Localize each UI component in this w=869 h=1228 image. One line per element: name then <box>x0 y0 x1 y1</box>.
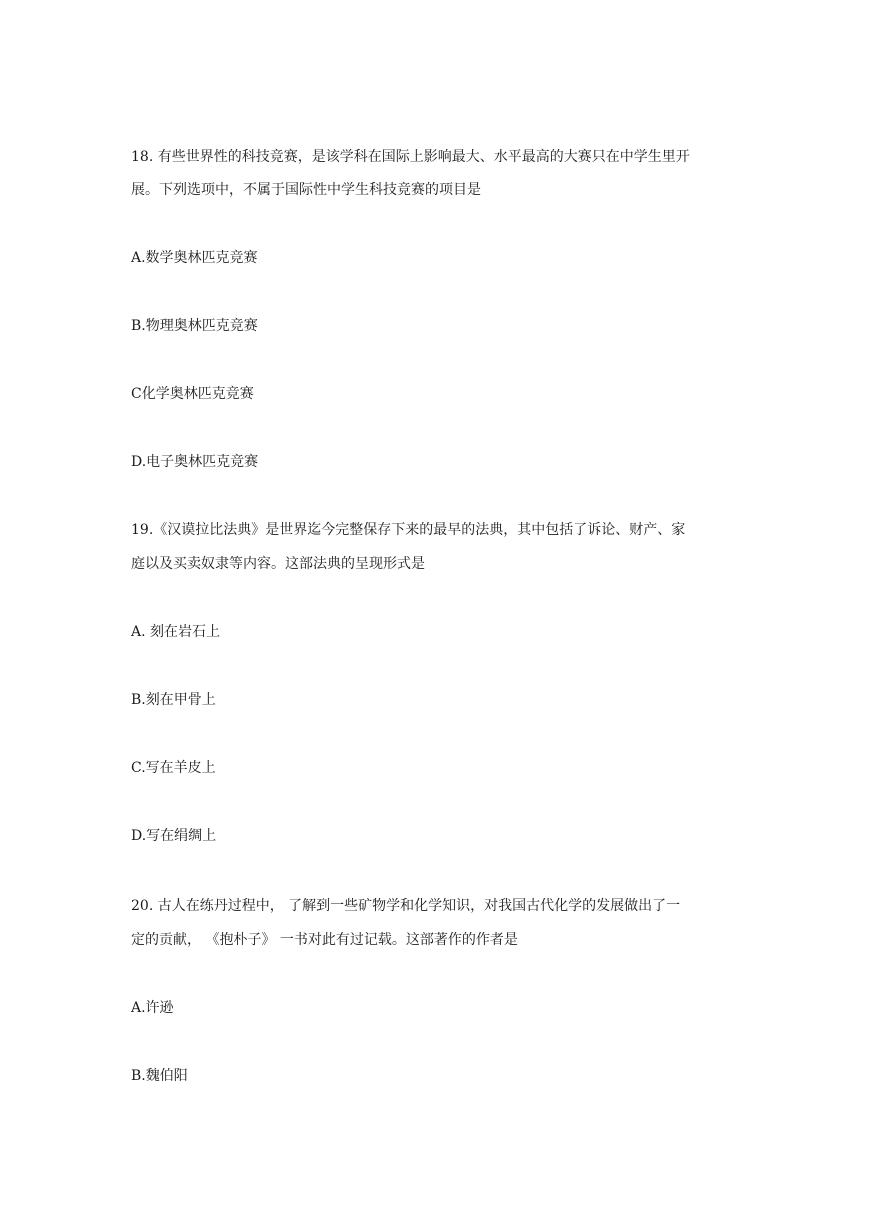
question-18-stem-line-2: 展。下列选项中，不属于国际性中学生科技竞赛的项目是 <box>131 182 481 198</box>
question-19-option-a: A. 刻在岩石上 <box>131 624 221 640</box>
question-20-option-a: A.许逊 <box>131 1000 174 1016</box>
question-19-option-b: B.刻在甲骨上 <box>131 692 216 708</box>
question-18-option-d: D.电子奥林匹克竞赛 <box>131 454 259 470</box>
question-20-stem-line-2: 定的贡献， 《抱朴子》 一书对此有过记载。这部著作的作者是 <box>131 932 518 948</box>
question-18-option-b: B.物理奥林匹克竞赛 <box>131 318 258 334</box>
question-19-stem-line-2: 庭以及买卖奴隶等内容。这部法典的呈现形式是 <box>131 556 425 572</box>
question-19-option-d: D.写在绢绸上 <box>131 828 217 844</box>
question-19-option-c: C.写在羊皮上 <box>131 760 216 776</box>
question-18-option-a: A.数学奥林匹克竞赛 <box>131 250 258 266</box>
question-19-stem-line-1: 19.《汉谟拉比法典》是世界迄今完整保存下来的最早的法典，其中包括了诉论、财产、家 <box>131 522 686 538</box>
question-18-stem-line-1: 18. 有些世界性的科技竞赛，是该学科在国际上影响最大、水平最高的大赛只在中学生里开 <box>131 149 690 165</box>
question-20-option-b: B.魏伯阳 <box>131 1068 188 1084</box>
question-20-stem-line-1: 20. 古人在练丹过程中， 了解到一些矿物学和化学知识，对我国古代化学的发展做出了一 <box>131 898 681 914</box>
question-18-option-c: C化学奥林匹克竞赛 <box>131 386 254 402</box>
